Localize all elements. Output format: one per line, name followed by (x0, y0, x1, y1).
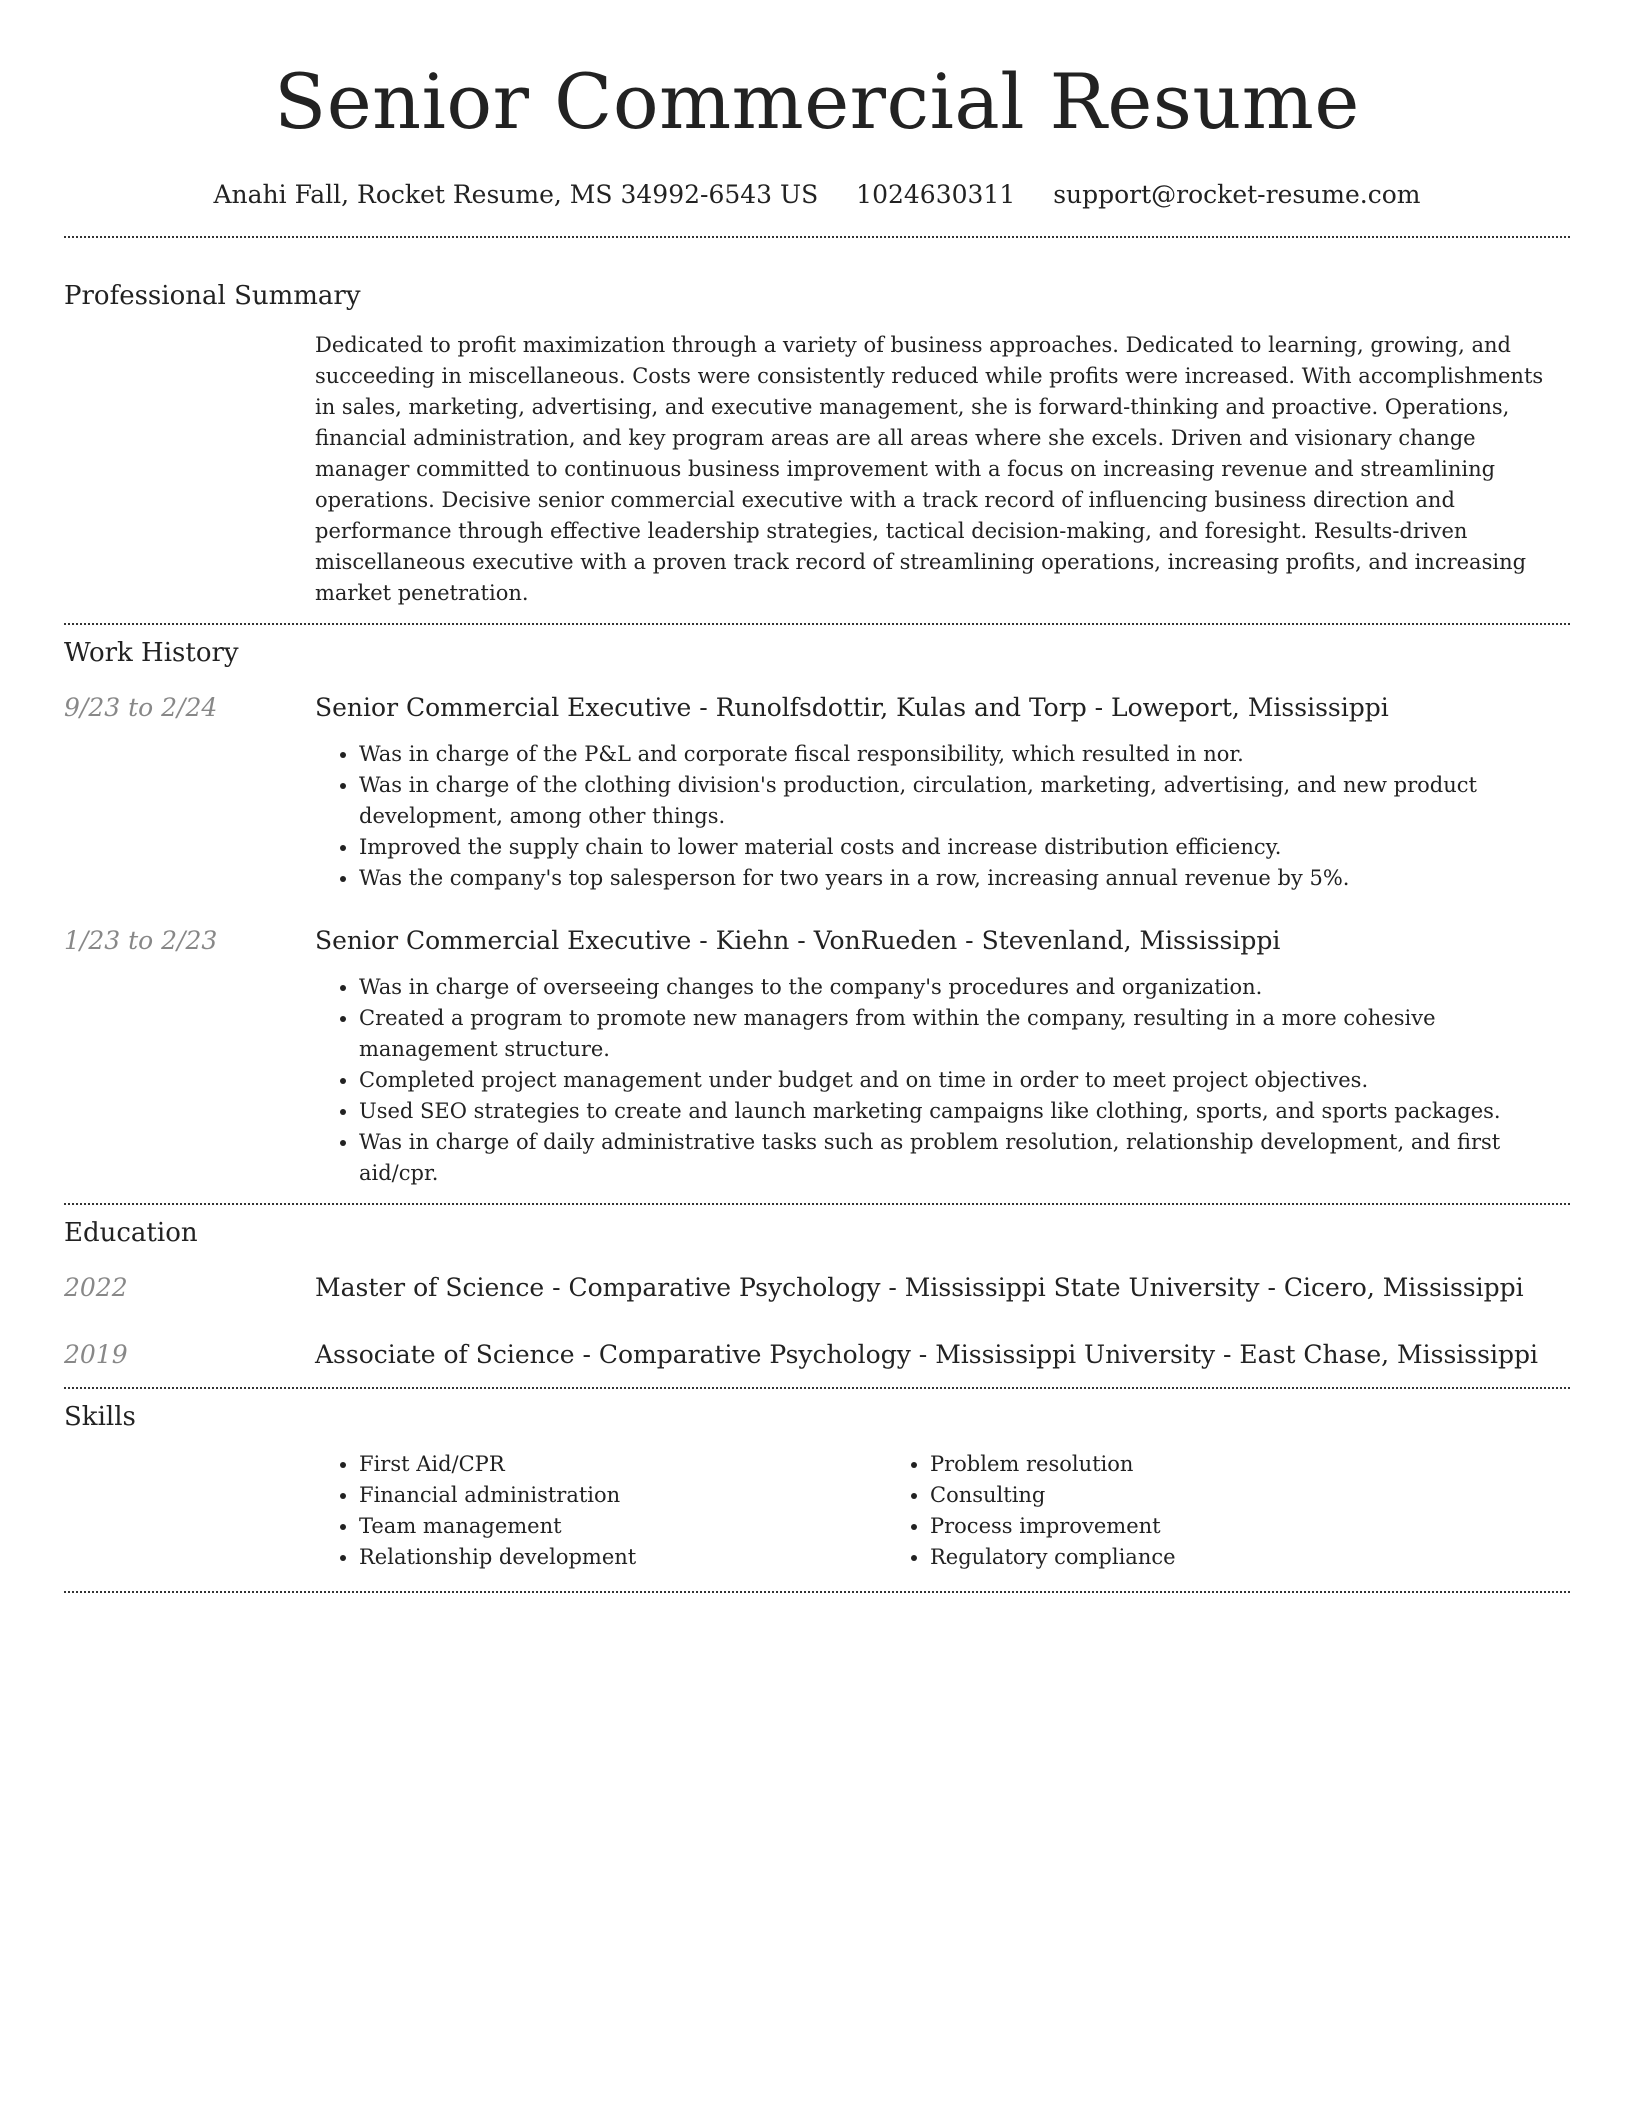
job-bullet: • Was in charge of the clothing division's production, circulation, marketing, advertising, and new product development, among other things. (359, 770, 1570, 832)
divider (64, 1203, 1570, 1205)
job-bullet: • Created a program to promote new managers from within the company, resulting in a more cohesive management structure. (359, 1003, 1570, 1065)
job-entry (64, 691, 1570, 894)
work-history-section (64, 635, 1570, 1189)
skill-item: • Problem resolution (930, 1449, 1457, 1480)
divider (64, 1387, 1570, 1389)
education-degree: Associate of Science - Comparative Psychology - Mississippi University - East Chase, Mississippi (315, 1340, 1538, 1369)
skill-item: • Regulatory compliance (930, 1542, 1457, 1573)
education-entry (64, 1271, 1570, 1305)
skill-item: • Consulting (930, 1480, 1457, 1511)
education-degree: Master of Science - Comparative Psychology - Mississippi State University - Cicero, Mississippi (315, 1273, 1524, 1302)
job-title: Senior Commercial Executive - Kiehn - VonRueden - Stevenland, Mississippi (315, 926, 1281, 955)
contact-email: support@rocket-resume.com (1053, 180, 1421, 209)
skill-item: • Process improvement (930, 1511, 1457, 1542)
job-bullet: • Was in charge of the P&L and corporate fiscal responsibility, which resulted in nor. (359, 739, 1570, 770)
contact-line (64, 178, 1570, 212)
job-bullet: • Used SEO strategies to create and launch marketing campaigns like clothing, sports, and sports packages. (359, 1096, 1570, 1127)
skills-columns (315, 1449, 1570, 1573)
education-section (64, 1215, 1570, 1372)
job-bullet: • Completed project management under budget and on time in order to meet project objectives. (359, 1065, 1570, 1096)
job-dates: 9/23 to 2/24 (64, 693, 218, 722)
divider (64, 236, 1570, 238)
education-entry (64, 1338, 1570, 1372)
education-heading: Education (64, 1218, 198, 1248)
job-title: Senior Commercial Executive - Runolfsdottir, Kulas and Torp - Loweport, Mississippi (315, 693, 1389, 722)
work-history-heading: Work History (64, 638, 239, 668)
divider (64, 1591, 1570, 1593)
skill-item: • Relationship development (359, 1542, 886, 1573)
contact-address: Anahi Fall, Rocket Resume, MS 34992-6543 US (213, 180, 819, 209)
skill-item: • Team management (359, 1511, 886, 1542)
skill-item: • Financial administration (359, 1480, 886, 1511)
skills-list-right (886, 1449, 1457, 1573)
skills-heading: Skills (64, 1402, 136, 1432)
resume-page (64, 0, 1570, 1593)
skills-section (64, 1399, 1570, 1573)
contact-phone: 1024630311 (856, 180, 1016, 209)
job-bullet: • Improved the supply chain to lower material costs and increase distribution efficiency. (359, 832, 1570, 863)
job-bullets (315, 972, 1570, 1189)
education-year: 2022 (64, 1273, 128, 1302)
skills-list-left (315, 1449, 886, 1573)
job-entry (64, 924, 1570, 1189)
job-bullet: • Was the company's top salesperson for two years in a row, increasing annual revenue by 5%. (359, 863, 1570, 894)
job-dates: 1/23 to 2/23 (64, 926, 218, 955)
job-bullet: • Was in charge of overseeing changes to the company's procedures and organization. (359, 972, 1570, 1003)
skill-item: • First Aid/CPR (359, 1449, 886, 1480)
resume-title: Senior Commercial Resume (274, 57, 1360, 146)
divider (64, 623, 1570, 625)
job-bullet: • Was in charge of daily administrative tasks such as problem resolution, relationship development, and first aid/cpr. (359, 1127, 1570, 1189)
summary-text: Dedicated to profit maximization through a variety of business approaches. Dedicated to learning, growing, and succeeding in miscellaneous. Costs were consistently reduced while profits were increased. With accomplishments in sales, marketing, advertising, and executive management, she is forward-thinking and proactive. Operations, financial administration, and key program areas are all areas where she excels. Driven and visionary change manager committed to continuous business improvement with a focus on increasing revenue and streamlining operations. Decisive senior commercial executive with a track record of influencing business direction and performance through effective leadership strategies, tactical decision-making, and foresight. Results-driven miscellaneous executive with a proven track record of streamlining operations, increasing profits, and increasing market penetration. (315, 333, 1544, 605)
summary-section (64, 278, 1570, 609)
education-year: 2019 (64, 1340, 128, 1369)
summary-heading: Professional Summary (64, 281, 361, 311)
job-bullets (315, 739, 1570, 894)
